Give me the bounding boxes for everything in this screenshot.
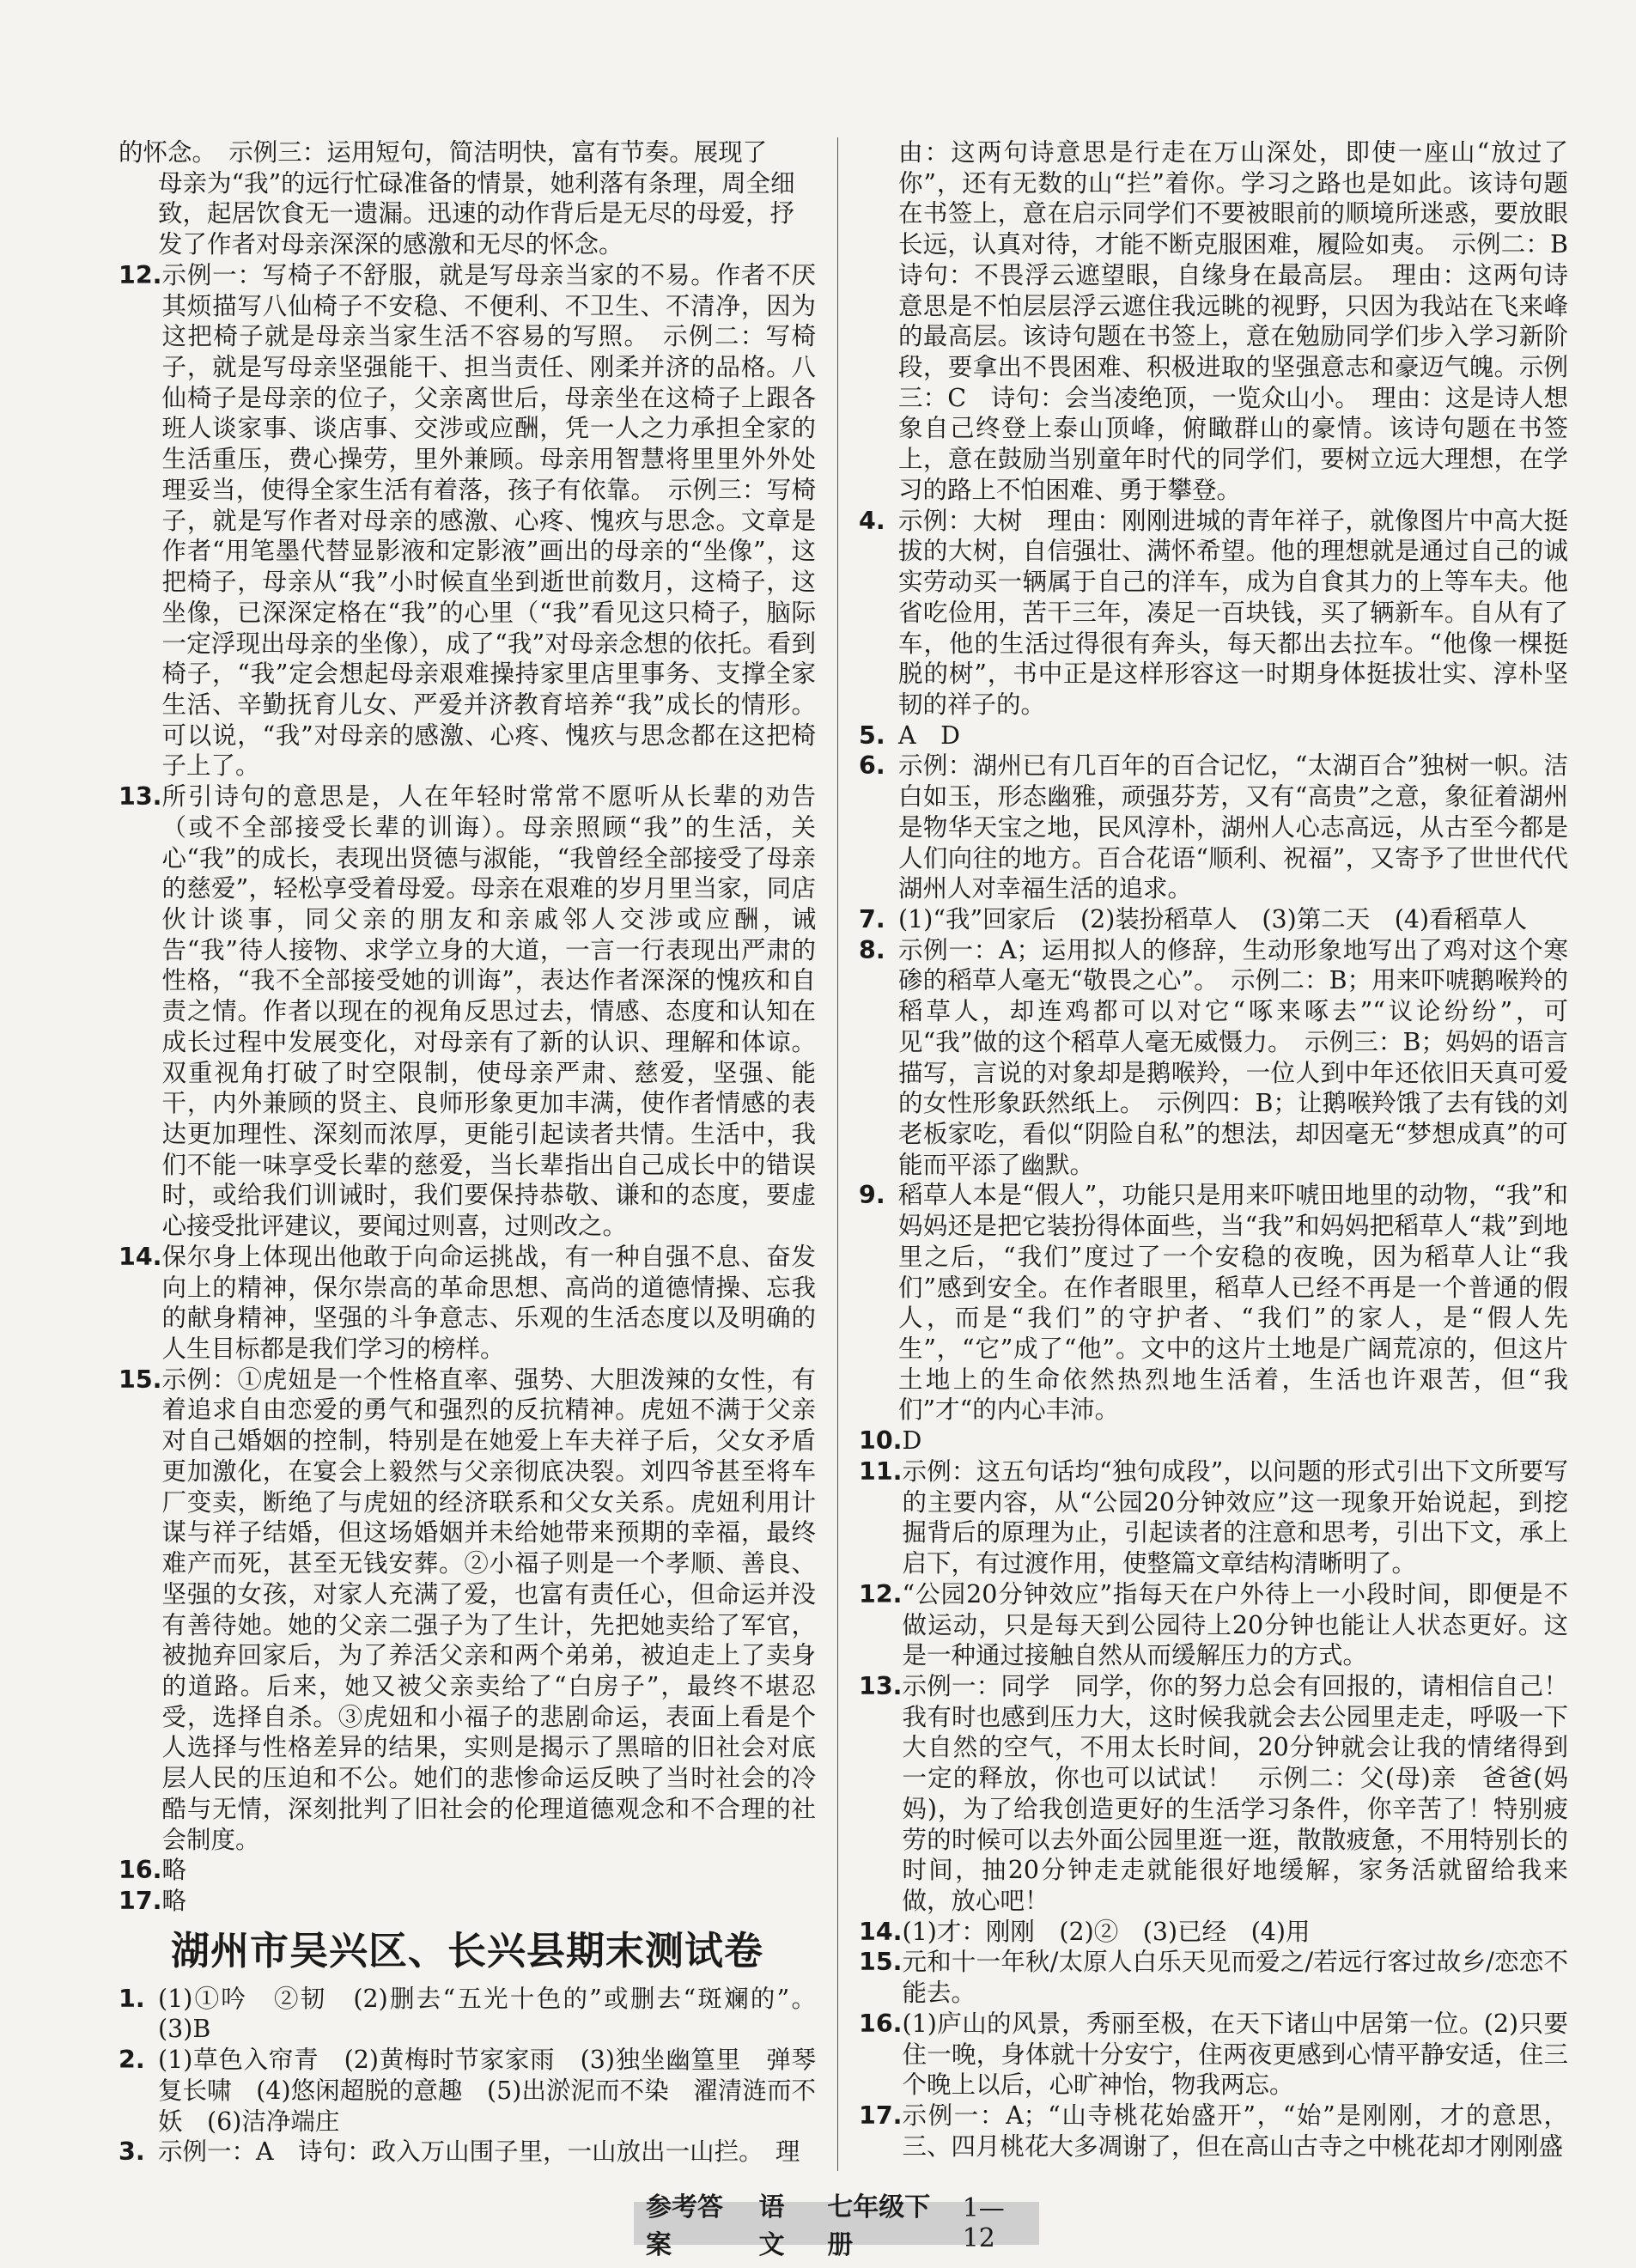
answer-number: 16.: [119, 1856, 162, 1885]
answer-text: 示例一：同学 同学，你的努力总会有回报的，请相信自己！我有时也感到压力大，这时候我就会去公园里走走，呼吸一下大自然的空气，不用太长时间，20分钟就会让我的情绪得到一定的释放，你也可以试试！ 示例二：父(母)亲 爸爸(妈妈)，为了给我创造更好的生活学习条件，你辛苦了！特别疲劳的时候可以去外面公园里逛一逛，散散疲惫，不用特别长的时间，抽20分钟走走就能很好地缓解，家务活就留给我来做，放心吧！: [902, 1671, 1568, 1915]
answer-item: [119, 2137, 816, 2168]
section-title: 湖州市吴兴区、长兴县期末测试卷: [170, 1927, 763, 1973]
left-intro: [119, 137, 816, 260]
answer-text: (1)庐山的风景，秀丽至极，在天下诸山中居第一位。(2)只要住一晚，身体就十分安宁，住两夜更感到心情平静安适，住三个晚上以后，心旷神怡，物我两忘。: [902, 2009, 1568, 2100]
answer-item: [119, 1365, 816, 1856]
answer-item: [859, 1426, 1568, 1456]
answer-item: [119, 2045, 816, 2137]
answer-text: 示例：大树 理由：刚刚进城的青年祥子，就像图片中高大挺拔的大树，自信强壮、满怀希望。他的理想就是通过自己的诚实劳动买一辆属于自己的洋车，成为自食其力的上等车夫。他省吃俭用，苦干三年，凑足一百块钱，买了辆新车。自从有了车，他的生活过得很有奔头，每天都出去拉车。“他像一棵挺脱的树”，书中正是这样形容这一时期身体挺拔壮实、淳朴坚韧的祥子的。: [898, 506, 1568, 719]
answer-item: [119, 781, 816, 1242]
answer-number: 5.: [859, 721, 885, 750]
answer-item: [859, 1947, 1568, 2008]
answer-number: 13.: [119, 782, 162, 812]
answer-text: (1)“我”回家后 (2)装扮稻草人 (3)第二天 (4)看稻草人: [898, 904, 1528, 933]
answer-item: [859, 904, 1568, 935]
right-column: [859, 137, 1593, 2162]
answer-text: 示例一：A；运用拟人的修辞，生动形象地写出了鸡对这个寒碜的稻草人毫无“敬畏之心”。 示例二：B；用来吓唬鹅喉羚的稻草人，却连鸡都可以对它“啄来啄去”“议论纷纷”，可见“我”做的这个稻草人毫无威慑力。 示例三：B；妈妈的语言描写，言说的对象却是鹅喉羚，一位人到中年还依旧天真可爱的女性形象跃然纸上。 示例四：B；让鹅喉羚饿了去有钱的刘老板家吃，看似“阴险自私”的想法，却因毫无“梦想成真”的可能而平添了幽默。: [898, 935, 1568, 1179]
answer-item: [859, 1917, 1568, 1948]
answer-number: 3.: [119, 2137, 145, 2167]
footer-subject: 语文: [758, 2192, 785, 2260]
answer-item: [859, 1671, 1568, 1917]
answer-number: 14.: [859, 1917, 903, 1946]
answer-text: 所引诗句的意思是，人在年轻时常常不愿听从长辈的劝告（或不全部接受长辈的训诲）。母亲照顾“我”的生活，关心“我”的成长，表现出贤德与淑能，“我曾经全部接受了母亲的慈爱”，轻松享受着母爱。母亲在艰难的岁月里当家，同店伙计谈事，同父亲的朋友和亲戚邻人交涉或应酬，诫告“我”待人接物、求学立身的大道，一言一行表现出严肃的性格，“我不全部接受她的训诲”，表达作者深深的愧疚和自责之情。作者以现在的视角反思过去，情感、态度和认知在成长过程中发展变化，对母亲有了新的认识、理解和体谅。双重视角打破了时空限制，使母亲严肃、慈爱，坚强、能干，内外兼顾的贤主、良师形象更加丰满，使作者情感的表达更加理性、深刻而浓厚，更能引起读者共情。生活中，我们不能一味享受长辈的慈爱，当长辈指出自己成长中的错误时，或给我们训诫时，我们要保持恭敬、谦和的态度，要虚心接受批评建议，要闻过则喜，过则改之。: [161, 782, 816, 1241]
right-intro: 由：这两句诗意思是行走在万山深处，即使一座山“放过了你”，还有无数的山“拦”着你。学习之路也是如此。该诗句题在书签上，意在启示同学们不要被眼前的顺境所迷惑，要放眼长远，认真对待，才能不断克服困难，履险如夷。 示例二：B 诗句：不畏浮云遮望眼，自缘身在最高层。 理由：这两句诗意思是不怕层层浮云遮住我远眺的视野，只因为我站在飞来峰的最高层。该诗句题在书签上，意在勉励同学们步入学习新阶段，要拿出不畏困难、积极进取的坚强意志和豪迈气魄。示例三：C 诗句：会当凌绝顶，一览众山小。 理由：这是诗人想象自己终登上泰山顶峰，俯瞰群山的豪情。该诗句题在书签上，意在鼓励当别童年时代的同学们，要树立远大理想，在学习的路上不怕困难、勇于攀登。: [898, 138, 1593, 504]
answer-text: D: [902, 1426, 922, 1456]
answer-text: 元和十一年秋/太原人白乐天见而爱之/若远行客过故乡/恋恋不能去。: [902, 1948, 1568, 2008]
page-footer: [634, 2192, 1039, 2260]
answer-item: [859, 2009, 1568, 2101]
answer-text: (1)草色入帘青 (2)黄梅时节家家雨 (3)独坐幽篁里 弹琴复长啸 (4)悠闲超脱的意趣 (5)出淤泥而不染 濯清涟而不妖 (6)洁净端庄: [158, 2046, 816, 2136]
answer-number: 12.: [119, 260, 162, 289]
answer-item: [859, 721, 1568, 751]
answer-number: 17.: [859, 2101, 903, 2130]
answer-text: 稻草人本是“假人”，功能只是用来吓唬田地里的动物，“我”和妈妈还是把它装扮得体面些，当“我”和妈妈把稻草人“栽”到地里之后，“我们”度过了一个安稳的夜晚，因为稻草人让“我们”感到安全。在作者眼里，稻草人已经不再是一个普通的假人，而是“我们”的守护者、“我们”的家人，是“假人先生”，“它”成了“他”。文中的这片土地是广阔荒凉的，但这片土地上的生命依然热烈地生活着，生活也许艰苦，但“我们”才“的内心丰沛。: [898, 1181, 1568, 1425]
answer-number: 15.: [859, 1948, 903, 1977]
answer-item: [859, 751, 1568, 904]
answer-number: 17.: [119, 1886, 162, 1915]
intro-line: 的怀念。 示例三：运用短句，简洁明快，富有节奏。展现了: [119, 138, 768, 167]
answer-item: [859, 506, 1568, 721]
answer-item: [859, 935, 1568, 1181]
answer-text: 示例一：A；“山寺桃花始盛开”，“始”是刚刚，才的意思，三、四月桃花大多凋谢了，但在高山古寺之中桃花却才刚刚盛: [902, 2101, 1568, 2161]
answer-text: (1)①吟 ②韧 (2)删去“五光十色的”或删去“斑斓的”。(3)B: [158, 1984, 816, 2044]
answer-number: 15.: [119, 1365, 162, 1394]
answer-item: [119, 1855, 816, 1886]
answer-number: 12.: [859, 1579, 903, 1608]
answer-text: 示例：湖州已有几百年的百合记忆，“太湖百合”独树一帜。洁白如玉，形态幽雅，顽强芬芳，又有“高贵”之意，象征着湖州是物华天宝之地，民风淳朴，湖州人心志高远，从古至今都是人们向往的地方。百合花语“顺利、祝福”，又寄予了世世代代湖州人对幸福生活的追求。: [898, 751, 1568, 903]
page-number: 1—12: [962, 2193, 1005, 2253]
answer-text: 保尔身上体现出他敢于向命运挑战，有一种自强不息、奋发向上的精神，保尔崇高的革命思想、高尚的道德情操、忘我的献身精神，坚强的斗争意志、乐观的生活态度以及明确的人生目标都是我们学习的榜样。: [161, 1242, 816, 1364]
answer-number: 7.: [859, 904, 885, 933]
answer-item: [859, 1456, 1568, 1579]
answer-text: (1)才：刚刚 (2)② (3)已经 (4)用: [902, 1917, 1311, 1946]
answer-item: [119, 260, 816, 781]
footer-label: 参考答案: [646, 2192, 723, 2260]
answer-text: 示例一：写椅子不舒服，就是写母亲当家的不易。作者不厌其烦描写八仙椅子不安稳、不便利、不卫生、不清净，因为这把椅子就是母亲当家生活不容易的写照。 示例二：写椅子，就是写母亲坚强能干、担当责任、刚柔并济的品格。八仙椅子是母亲的位子，父亲离世后，母亲坐在这椅子上跟各班人谈家事、谈店事、交涉或应酬，凭一人之力承担全家的生活重压，费心操劳，里外兼顾。母亲用智慧将里里外外处理妥当，使得全家生活有着落，孩子有依靠。 示例三：写椅子，就是写作者对母亲的感激、心疼、愧疚与思念。文章是作者“用笔墨代替显影液和定影液”画出的母亲的“坐像”，这把椅子，母亲从“我”小时候直坐到逝世前数月，这椅子，这坐像，已深深定格在“我”的心里（“我”看见这只椅子，脑际一定浮现出母亲的坐像），成了“我”对母亲念想的依托。看到椅子，“我”定会想起母亲艰难操持家里店里事务、支撑全家生活、辛勤抚育儿女、严爱并济教育培养“我”成长的情形。可以说，“我”对母亲的感激、心疼、愧疚与思念都在这把椅子上了。: [161, 260, 816, 781]
answer-text: “公园20分钟效应”指每天在户外待上一小段时间，即便是不做运动，只是每天到公园待上20分钟也能让人状态更好。这是一种通过接触自然从而缓解压力的方式。: [902, 1579, 1568, 1670]
column-divider: [837, 137, 838, 2171]
answer-number: 9.: [859, 1181, 885, 1210]
answer-number: 14.: [119, 1242, 162, 1271]
answer-text: 示例：①虎妞是一个性格直率、强势、大胆泼辣的女性，有着追求自由恋爱的勇气和强烈的反抗精神。虎妞不满于父亲对自己婚姻的控制，特别是在她爱上车夫祥子后，父女矛盾更加激化，在宴会上毅然与父亲彻底决裂。刘四爷甚至将车厂变卖，断绝了与虎妞的经济联系和父女关系。虎妞利用计谋与祥子结婚，但这场婚姻并未给她带来预期的幸福，最终难产而死，甚至无钱安葬。②小福子则是一个孝顺、善良、坚强的女孩，对家人充满了爱，也富有责任心，但命运并没有善待她。她的父亲二强子为了生计，先把她卖给了军官，被抛弃回家后，为了养活父亲和两个弟弟，被迫走上了卖身的道路。后来，她又被父亲卖给了“白房子”，最终不堪忍受，选择自杀。③虎妞和小福子的悲剧命运，表面上看是个人选择与性格差异的结果，实则是揭示了黑暗的旧社会对底层人民的压迫和不公。她们的悲惨命运反映了当时社会的冷酷与无情，深刻批判了旧社会的伦理道德观念和不合理的社会制度。: [161, 1365, 816, 1854]
intro-line: 致，起居饮食无一遗漏。迅速的动作背后是无尽的母爱，抒: [158, 199, 795, 228]
footer-grade: 七年级下册: [827, 2192, 931, 2260]
answer-number: 8.: [859, 935, 885, 964]
answer-number: 11.: [859, 1456, 903, 1486]
left-column: [119, 137, 816, 2168]
intro-line: 发了作者对母亲深深的感激和无尽的怀念。: [158, 230, 623, 259]
intro-line: 母亲为“我”的远行忙碌准备的情景，她利落有条理，周全细: [158, 168, 795, 198]
answer-item: [119, 1886, 816, 1917]
answer-number: 16.: [859, 2009, 903, 2038]
answer-text: 示例一：A 诗句：政入万山围子里，一山放出一山拦。 理: [158, 2137, 800, 2167]
answer-item: [119, 1984, 816, 2045]
answer-number: 1.: [119, 1984, 145, 2013]
answer-number: 4.: [859, 506, 885, 535]
answer-text: 略: [161, 1856, 187, 1885]
answer-item: [859, 2101, 1568, 2162]
answer-item: [859, 1579, 1568, 1671]
answer-text: 示例：这五句话均“独句成段”，以问题的形式引出下文所要写的主要内容，从“公园20分钟效应”这一现象开始说起，到挖掘背后的原理为止，引起读者的注意和思考，引出下文，承上启下，有过渡作用，使整篇文章结构清晰明了。: [902, 1456, 1568, 1578]
answer-number: 13.: [859, 1671, 903, 1700]
answer-number: 2.: [119, 2046, 145, 2075]
answer-number: 6.: [859, 751, 885, 781]
answer-item: [119, 1242, 816, 1365]
answer-item: [859, 1180, 1568, 1426]
answer-number: 10.: [859, 1426, 903, 1456]
answer-text: A D: [898, 721, 960, 750]
answer-text: 略: [161, 1886, 187, 1915]
